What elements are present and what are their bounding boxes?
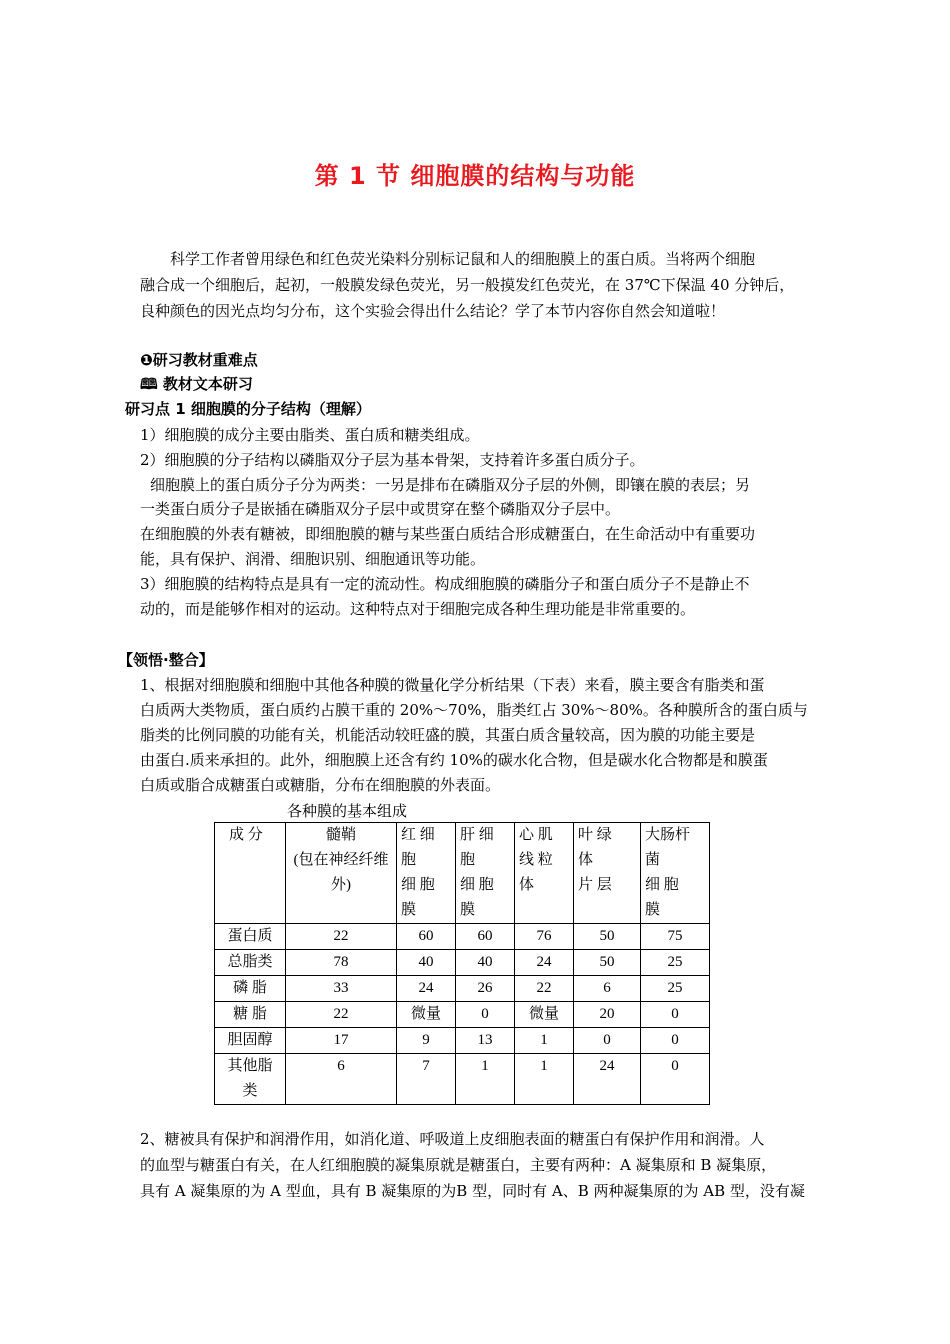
table-cell: 78 (286, 950, 397, 976)
table-cell: 蛋白质 (215, 924, 286, 950)
table-cell: 0 (641, 1028, 710, 1054)
table-cell: 22 (286, 1002, 397, 1028)
table-cell: 75 (641, 924, 710, 950)
table-cell: 22 (515, 976, 574, 1002)
table-cell: 25 (641, 976, 710, 1002)
table-row (215, 924, 710, 950)
point1-heading: 研习点 1 细胞膜的分子结构（理解） (125, 400, 371, 418)
table-row (215, 1054, 710, 1105)
table-cell: 33 (286, 976, 397, 1002)
table-cell: 0 (641, 1002, 710, 1028)
table-cell: 0 (574, 1028, 641, 1054)
table-row (215, 950, 710, 976)
header-cell: 成 分 (215, 823, 286, 924)
membrane-composition-table (214, 822, 710, 1105)
table-row (215, 1028, 710, 1054)
intro-line: 科学工作者曾用绿色和红色荧光染料分别标记鼠和人的细胞膜上的蛋白质。当将两个细胞 (170, 250, 756, 268)
header-cell: 大肠杆 菌 细 胞 膜 (641, 823, 710, 924)
table-row (215, 976, 710, 1002)
point1-line: 在细胞膜的外表有糖被，即细胞膜的糖与某些蛋白质结合形成糖蛋白，在生命活动中有重要功 (140, 525, 756, 543)
table-cell: 50 (574, 924, 641, 950)
sub-heading: 🕮 教材文本研习 (140, 375, 253, 393)
table-cell: 0 (641, 1054, 710, 1105)
table-cell: 24 (515, 950, 574, 976)
section-heading: ❶研习教材重难点 (140, 351, 258, 369)
table-cell: 6 (286, 1054, 397, 1105)
integrate-line: 白质或脂合成糖蛋白或糖脂，分布在细胞膜的外表面。 (140, 776, 501, 794)
table-cell: 1 (515, 1028, 574, 1054)
integrate-line: 1、根据对细胞膜和细胞中其他各种膜的微量化学分析结果（下表）来看，膜主要含有脂类和蛋 (140, 676, 765, 694)
table-cell: 22 (286, 924, 397, 950)
point1-line: 能，具有保护、润滑、细胞识别、细胞通讯等功能。 (140, 550, 486, 568)
table-cell: 76 (515, 924, 574, 950)
header-cell: 红 细 胞 细 胞 膜 (397, 823, 456, 924)
integrate-line: 脂类的比例同膜的功能有关，机能活动较旺盛的膜，其蛋白质含量较高，因为膜的功能主要是 (140, 726, 756, 744)
point1-line: 1）细胞膜的成分主要由脂类、蛋白质和糖类组成。 (140, 426, 480, 444)
intro-line: 融合成一个细胞后，起初，一般膜发绿色荧光，另一般摸发红色荧光，在 37℃下保温 40 分钟后， (140, 276, 795, 294)
point2-line: 具有 A 凝集原的为 A 型血，具有 B 凝集原的为B 型，同时有 A、B 两种凝集原的为 AB 型，没有凝 (140, 1182, 805, 1200)
table-cell: 40 (397, 950, 456, 976)
table-cell: 磷 脂 (215, 976, 286, 1002)
table-cell: 9 (397, 1028, 456, 1054)
table-header-row (215, 823, 710, 924)
point1-line: 2）细胞膜的分子结构以磷脂双分子层为基本骨架，支持着许多蛋白质分子。 (140, 451, 645, 469)
header-cell: 肝 细 胞 细 胞 膜 (456, 823, 515, 924)
table-cell: 17 (286, 1028, 397, 1054)
table-cell: 其他脂 类 (215, 1054, 286, 1105)
table-cell: 24 (397, 976, 456, 1002)
table-cell: 1 (515, 1054, 574, 1105)
header-cell: 髓鞘 (包在神经纤维 外) (286, 823, 397, 924)
table-cell: 20 (574, 1002, 641, 1028)
integrate-line: 白质两大类物质，蛋白质约占膜干重的 20%～70%，脂类红占 30%～80%。各种膜所含的蛋白质与 (140, 701, 808, 719)
table-cell: 26 (456, 976, 515, 1002)
header-cell: 心 肌 线 粒 体 (515, 823, 574, 924)
table-caption: 各种膜的基本组成 (287, 802, 408, 820)
table-row (215, 1002, 710, 1028)
table-cell: 微量 (515, 1002, 574, 1028)
table-cell: 1 (456, 1054, 515, 1105)
table-cell: 40 (456, 950, 515, 976)
table-cell: 60 (456, 924, 515, 950)
integrate-line: 由蛋白.质来承担的。此外，细胞膜上还含有约 10%的碳水化合物，但是碳水化合物都是和膜蛋 (140, 751, 768, 769)
point2-line: 2、糖被具有保护和润滑作用，如消化道、呼吸道上皮细胞表面的糖蛋白有保护作用和润滑。人 (140, 1130, 765, 1148)
point1-line: 动的，而是能够作相对的运动。这种特点对于细胞完成各种生理功能是非常重要的。 (140, 600, 696, 618)
table-cell: 50 (574, 950, 641, 976)
point1-line: 细胞膜上的蛋白质分子分为两类：一另是排布在磷脂双分子层的外侧，即镶在膜的表层；另 (150, 476, 751, 494)
integrate-heading: 【领悟·整合】 (118, 651, 214, 669)
intro-line: 良种颜色的因光点均匀分布，这个实验会得出什么结论？学了本节内容你自然会知道啦！ (140, 302, 726, 320)
point1-line: 一类蛋白质分子是嵌插在磷脂双分子层中或贯穿在整个磷脂双分子层中。 (140, 500, 621, 518)
table-cell: 糖 脂 (215, 1002, 286, 1028)
table-cell: 25 (641, 950, 710, 976)
table-cell: 胆固醇 (215, 1028, 286, 1054)
table-cell: 6 (574, 976, 641, 1002)
table-cell: 7 (397, 1054, 456, 1105)
page-title: 第 1 节 细胞膜的结构与功能 (314, 162, 636, 190)
table-cell: 总脂类 (215, 950, 286, 976)
table-cell: 24 (574, 1054, 641, 1105)
point1-line: 3）细胞膜的结构特点是具有一定的流动性。构成细胞膜的磷脂分子和蛋白质分子不是静止不 (140, 575, 750, 593)
table-cell: 60 (397, 924, 456, 950)
header-cell: 叶 绿 体 片 层 (574, 823, 641, 924)
point2-line: 的血型与糖蛋白有关，在人红细胞膜的凝集原就是糖蛋白，主要有两种：A 凝集原和 B 凝集原， (140, 1156, 777, 1174)
table-cell: 13 (456, 1028, 515, 1054)
table-cell: 0 (456, 1002, 515, 1028)
table-cell: 微量 (397, 1002, 456, 1028)
